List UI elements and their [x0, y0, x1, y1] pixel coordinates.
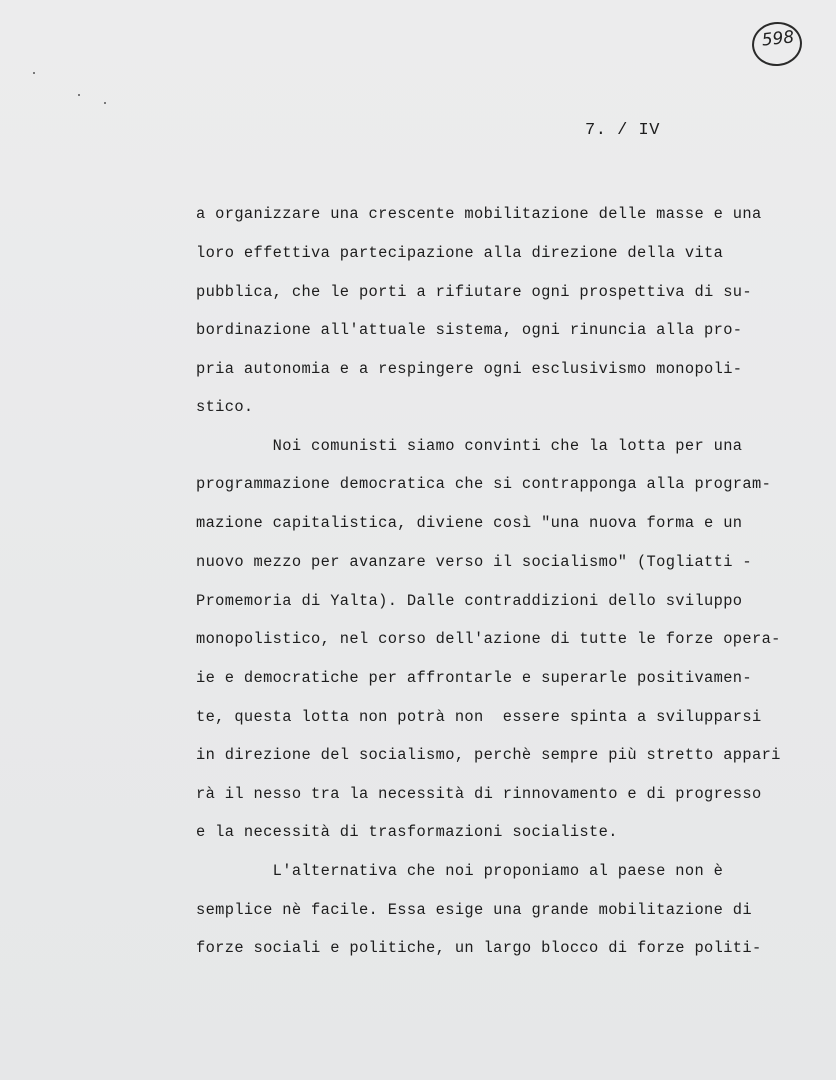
text-line: programmazione democratica che si contrapponga alla program- — [196, 475, 772, 493]
text-line: a organizzare una crescente mobilitazione delle masse e una — [196, 205, 762, 223]
text-line: e la necessità di trasformazioni socialiste. — [196, 823, 618, 841]
text-line: monopolistico, nel corso dell'azione di tutte le forze opera- — [196, 630, 781, 648]
ink-speck — [104, 102, 106, 104]
text-line: Noi comunisti siamo convinti che la lotta per una — [196, 437, 743, 455]
page-number: 7. / IV — [585, 121, 660, 140]
ink-speck — [33, 72, 35, 74]
text-line: loro effettiva partecipazione alla direzione della vita — [196, 244, 724, 262]
text-line: pubblica, che le porti a rifiutare ogni prospettiva di su- — [196, 283, 752, 301]
text-line: mazione capitalistica, diviene così "una nuova forma e un — [196, 514, 743, 532]
text-line: ie e democratiche per affrontarle e superarle positivamen- — [196, 669, 752, 687]
text-line: in direzione del socialismo, perchè sempre più stretto appari — [196, 746, 781, 764]
text-line: forze sociali e politiche, un largo blocco di forze politi- — [196, 939, 762, 957]
archive-stamp-number: 598 — [760, 27, 796, 51]
text-line: Promemoria di Yalta). Dalle contraddizioni dello sviluppo — [196, 592, 743, 610]
text-line: semplice nè facile. Essa esige una grande mobilitazione di — [196, 901, 752, 919]
text-line: rà il nesso tra la necessità di rinnovamento e di progresso — [196, 785, 762, 803]
text-line: bordinazione all'attuale sistema, ogni rinuncia alla pro- — [196, 321, 743, 339]
text-line: pria autonomia e a respingere ogni esclusivismo monopoli- — [196, 360, 743, 378]
text-line: stico. — [196, 398, 254, 416]
text-line: L'alternativa che noi proponiamo al paese non è — [196, 862, 724, 880]
text-line: te, questa lotta non potrà non essere spinta a svilupparsi — [196, 708, 762, 726]
ink-speck — [78, 94, 80, 96]
text-line: nuovo mezzo per avanzare verso il socialismo" (Togliatti - — [196, 553, 752, 571]
